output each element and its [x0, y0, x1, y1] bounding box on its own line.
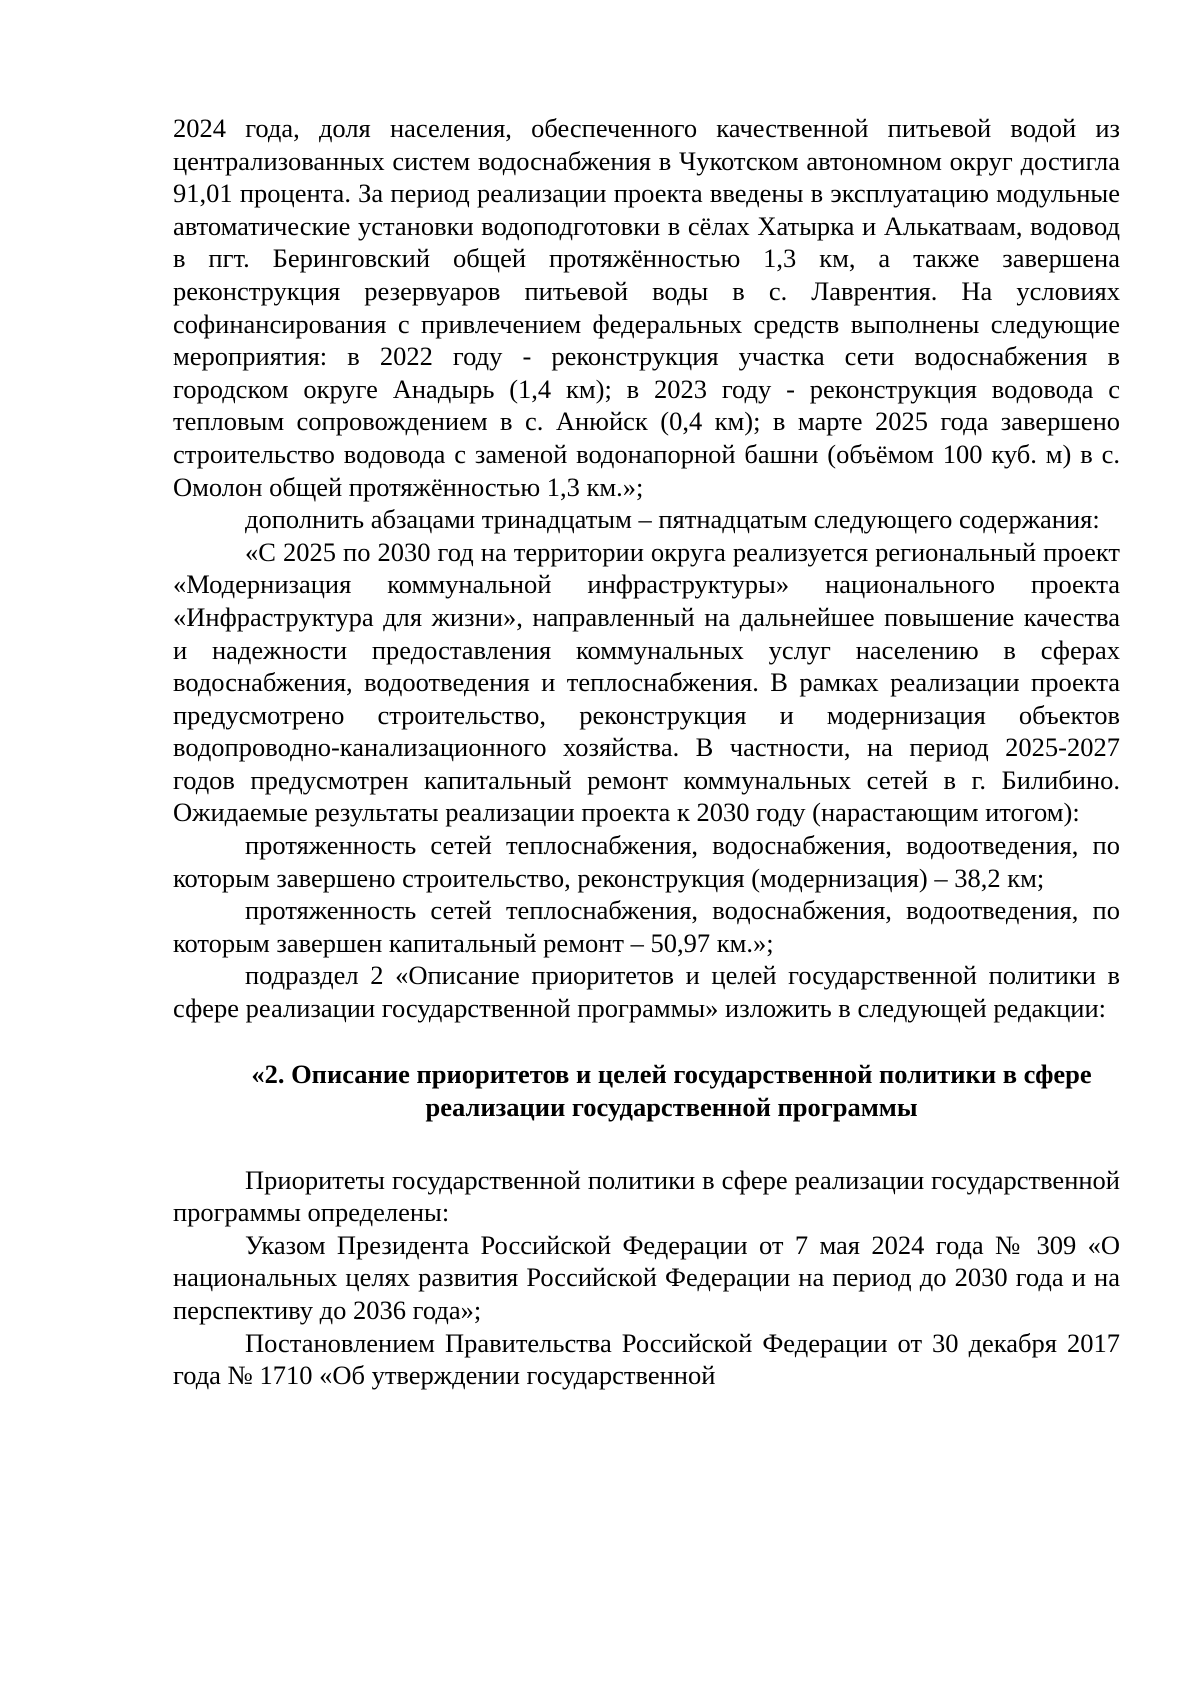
paragraph-priorities-defined: Приоритеты государственной политики в сфере реализации государственной программы определены: — [173, 1164, 1120, 1228]
paragraph-water-supply-results: 2024 года, доля населения, обеспеченного качественной питьевой водой из централизованных систем водоснабжения в Чукотском автономном округ достигла 91,01 процента. За период реализации проекта введены в эксплуатацию модульные автоматические установки водоподготовки в сёлах Хатырка и Алькатваам, водовод в пгт. Беринговский общей протяжённостью 1,3 км, а также завершена реконструкция резервуаров питьевой воды в с. Лаврентия. На условиях софинансирования с привлечением федеральных средств выполнены следующие мероприятия: в 2022 году - реконструкция участка сети водоснабжения в городском округе Анадырь (1,4 км); в 2023 году - реконструкция водовода с тепловым сопровождением в с. Анюйск (0,4 км); в марте 2025 года завершено строительство водовода с заменой водонапорной башни (объёмом 100 куб. м) в с. Омолон общей протяжённостью 1,3 км.»; — [173, 113, 1120, 502]
document-body — [173, 112, 1120, 1392]
paragraph-networks-repaired: протяженность сетей теплоснабжения, водоснабжения, водоотведения, по которым завершен капитальный ремонт – 50,97 км.»; — [173, 895, 1120, 958]
paragraph-add-paragraphs-instruction: дополнить абзацами тринадцатым – пятнадцатым следующего содержания: — [245, 504, 1100, 535]
section-heading: «2. Описание приоритетов и целей государственной политики в сфере реализации государственной программы — [251, 1058, 1092, 1122]
paragraph-subsection-instruction: подраздел 2 «Описание приоритетов и целей государственной политики в сфере реализации государственной программы» изложить в следующей редакции: — [173, 960, 1120, 1024]
paragraph-regional-project: «С 2025 по 2030 год на территории округа реализуется региональный проект «Модернизация коммунальной инфраструктуры» национального проекта «Инфраструктура для жизни», направленный на дальнейшее повышение качества и надежности предоставления коммунальных услуг населению в сферах водоснабжения, водоотведения и теплоснабжения. В рамках реализации проекта предусмотрено строительство, реконструкция и модернизация объектов водопроводно-канализационного хозяйства. В частности, на период 2025-2027 годов предусмотрен капитальный ремонт коммунальных сетей в г. Билибино. Ожидаемые результаты реализации проекта к 2030 году (нарастающим итогом): — [173, 536, 1120, 828]
paragraph-presidential-decree: Указом Президента Российской Федерации от 7 мая 2024 года № 309 «О национальных целях развития Российской Федерации на период до 2030 года и на перспективу до 2036 года»; — [173, 1229, 1120, 1325]
paragraph-networks-constructed: протяженность сетей теплоснабжения, водоснабжения, водоотведения, по которым завершено строительство, реконструкция (модернизация) – 38,2 км; — [173, 830, 1120, 893]
paragraph-government-resolution: Постановлением Правительства Российской Федерации от 30 декабря 2017 года № 1710 «Об утверждении государственной — [173, 1327, 1120, 1391]
